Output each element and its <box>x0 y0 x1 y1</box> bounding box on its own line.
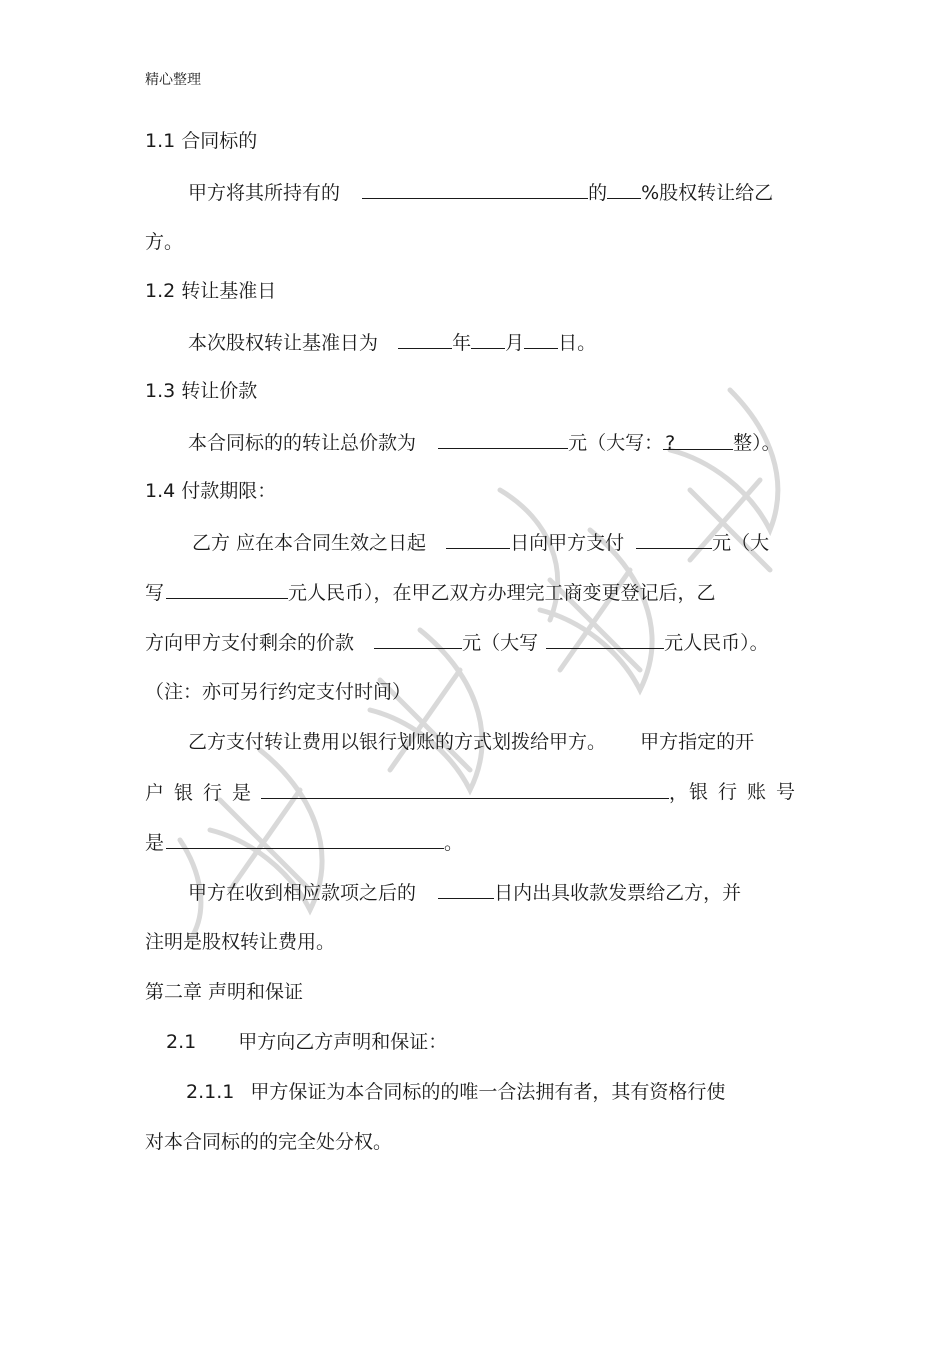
blank-month <box>471 330 505 349</box>
section-2-1-1-line-2: 对本合同标的的完全处分权。 <box>145 1131 393 1153</box>
section-1-2-heading: 1.2 转让基准日 <box>145 280 277 302</box>
blank-days <box>446 530 510 549</box>
section-1-3-heading: 1.3 转让价款 <box>145 380 258 402</box>
invoice-line-2: 注明是股权转让费用。 <box>145 931 336 953</box>
text: 是 <box>145 832 165 854</box>
text: 本合同标的的转让总价款为 <box>188 432 417 454</box>
text: %股权转让给乙 <box>641 182 774 204</box>
section-1-3-line <box>188 430 781 455</box>
text: 元（大写： <box>568 432 664 454</box>
text: 元（大写 <box>462 632 539 654</box>
text: 整）。 <box>733 432 781 454</box>
text: ， <box>669 782 689 804</box>
text: 元人民币），在甲乙双方办理完工商变更登记后，乙 <box>288 582 716 604</box>
text: 元人民币）。 <box>664 632 769 654</box>
section-1-1-line-1 <box>188 180 773 205</box>
section-1-1-heading: 1.1 合同标的 <box>145 130 258 152</box>
text: 银行账号 <box>688 781 805 803</box>
section-1-2-line <box>188 330 596 355</box>
section-1-4-line-3 <box>145 630 769 655</box>
text: 写 <box>145 582 165 604</box>
text: 乙方 应在本合同生效之日起 <box>192 532 427 554</box>
text: 甲方将其所持有的 <box>188 182 341 204</box>
bank-line-1 <box>188 730 754 754</box>
text: 日。 <box>558 332 597 354</box>
section-2-1 <box>166 1030 447 1054</box>
bank-line-2-left <box>145 780 688 805</box>
text: 日向甲方支付 <box>510 532 625 554</box>
watermark-decoration <box>170 370 830 950</box>
blank-first-payment <box>636 530 712 549</box>
section-number: 2.1.1 <box>186 1081 235 1103</box>
blank-year <box>398 330 452 349</box>
question-mark: ? <box>665 432 676 454</box>
text: 甲方指定的开 <box>640 731 755 753</box>
section-1-4-note: （注：亦可另行约定支付时间） <box>145 681 412 703</box>
text: 月 <box>505 332 525 354</box>
section-number: 2.1 <box>166 1031 197 1053</box>
blank-bank-account <box>166 830 444 849</box>
text: 甲方保证为本合同标的的唯一合法拥有者，其有资格行使 <box>250 1081 726 1103</box>
section-1-4-line-2 <box>145 580 716 605</box>
text: 甲方向乙方声明和保证： <box>238 1031 448 1053</box>
text: 本次股权转让基准日为 <box>188 332 379 354</box>
bank-line-3 <box>145 830 463 855</box>
text: 乙方支付转让费用以银行划账的方式划拨给甲方。 <box>188 731 607 753</box>
invoice-line-1 <box>188 880 741 905</box>
text: 方向甲方支付剩余的价款 <box>145 632 355 654</box>
bank-line-2 <box>145 780 805 805</box>
text: 甲方在收到相应款项之后的 <box>188 882 417 904</box>
blank-invoice-days <box>438 880 494 899</box>
blank-percent <box>607 180 641 199</box>
section-1-4-heading: 1.4 付款期限： <box>145 480 277 502</box>
text: 户银行是 <box>145 782 262 804</box>
text: 年 <box>452 332 472 354</box>
text: 日内出具收款发票给乙方，并 <box>494 882 742 904</box>
section-1-1-line-2: 方。 <box>145 231 184 253</box>
blank-target-company <box>362 180 588 199</box>
chapter-2-heading: 第二章 声明和保证 <box>145 981 304 1003</box>
blank-bank-name <box>261 780 669 799</box>
blank-day <box>524 330 558 349</box>
section-2-1-1 <box>186 1080 725 1104</box>
blank-remaining-capital <box>546 630 664 649</box>
text: 元（大 <box>712 532 770 554</box>
blank-total-price <box>438 430 568 449</box>
blank-first-payment-capital <box>166 580 288 599</box>
blank-remaining-payment <box>374 630 462 649</box>
section-1-4-line-1 <box>192 530 769 555</box>
blank-price-capital <box>663 431 733 454</box>
text: 的 <box>588 182 608 204</box>
page-header: 精心整理 <box>145 72 201 88</box>
text: 。 <box>444 832 464 854</box>
